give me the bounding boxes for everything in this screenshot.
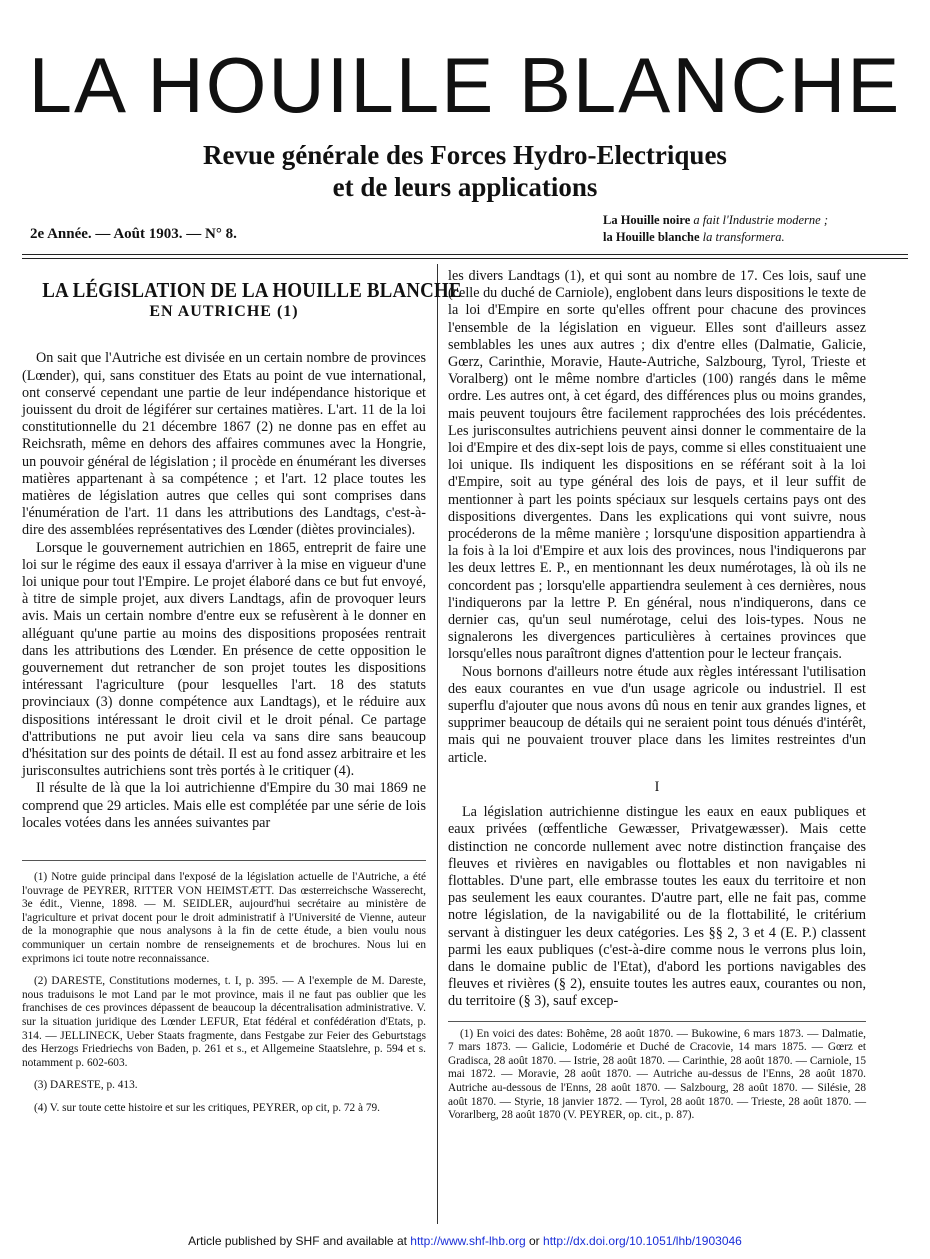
footer-middle: or — [525, 1234, 544, 1248]
section-heading: I — [654, 778, 660, 795]
journal-motto — [603, 212, 828, 246]
motto-line2 — [603, 229, 828, 246]
article-subtitle: EN AUTRICHE (1) — [149, 303, 299, 321]
footer-link-doi[interactable]: http://dx.doi.org/10.1051/lhb/1903046 — [543, 1234, 742, 1248]
section-paragraph: La législation autrichienne distingue les eaux en eaux publiques et eaux privées (œffentliche Gewæsser, Privatgewæsser). Mais cette distinction ne concorde nullement avec notre distinction française des fleuves et rivières en navigables ou flottables et non navigables ni flottables. D'une part, elle embrasse toutes les eaux du territoire et non pas seulement les eaux courantes. D'autre part, elle ne fait pas, comme notre législation, de la navigabilité ou de la flottabilité, le critérium servant à distinguer les deux catégories. Les §§ 2, 3 et 4 (E. P.) classent parmi les eaux publiques (c'est-à-dire comme nous le verrons plus loin, dans le domaine public de l'Etat), d'abord les portions navigables des fleuves et rivières (§ 2), ensuite toutes les autres eaux, courantes ou non, du territoire (§ 3), sauf excep- — [448, 804, 866, 1010]
footnote-left: (1) Notre guide principal dans l'exposé de la législation actuelle de l'Autriche, a été l'ouvrage de PEYRER, RITTER VON HEIMSTÆTT. Das œsterreichsche Wasserecht, 3e édit., Vienne, 1898. — M. SEIDLER, aujourd'hui secrétaire au ministère de l'agriculture et privat docent pour le droit administratif à l'Université de Vienne, auteur de la monographie que nous analysons à la fin de cette étude, a bien voulu nous communiquer un certain nombre de renseignements et de brochures. Nous lui en exprimons ici toute notre reconnaissance. — [22, 871, 426, 965]
motto-line1 — [603, 212, 828, 229]
left-paragraph: Il résulte de là que la loi autrichienne d'Empire du 30 mai 1869 ne comprend que 29 articles. Mais elle est complétée par une série de lois locales votées dans les années suivantes par — [22, 780, 426, 831]
left-column — [22, 268, 462, 1125]
footnote-rule-right — [448, 1021, 866, 1022]
header-rule-bottom — [22, 258, 908, 259]
right-paragraph: les divers Landtags (1), et qui sont au nombre de 17. Ces lois, sauf une (celle du duché de Carniole), englobent dans leurs dispositions le texte de la loi d'Empire en sorte qu'elles offrent pour chacune des provinces l'ensemble de la législation en vigueur. Elles sont d'ailleurs assez semblables les unes aux autres ; dix d'entre elles (Dalmatie, Galicie, Gœrz, Carinthie, Moravie, Haute-Autriche, Salzbourg, Tyrol, Trieste et Voralberg) ont le même nombre d'articles (100) rangés dans le même ordre. Les autres ont, à cet égard, des différences plus ou moins grandes, mais peuvent toujours être facilement rapprochées des lois précédentes. Les jurisconsultes autrichiens peuvent ainsi donner le commentaire de la loi d'Empire et des dix-sept lois de pays, comme si elles constituaient une loi unique. Ils indiquent les dispositions en se référant soit à la loi d'Empire, soit au type général des lois de pays, et il leur suffit de mentionner à part les points spéciaux sur lesquels certains pays ont des dispositions divergentes. Dans les explications qui vont suivre, nous procéderons de la même manière ; lorsqu'une disposition appartiendra à la fois à la loi d'Empire et aux lois des provinces, nous l'indiquerons par les deux lettres E. P., en mentionnant les deux numérotages, là où ils ne concordent pas ; lorsqu'elle appartiendra seulement à ces dernières, nous l'indiquerons par la lettre P. En général, nous n'indiquerons, dans ce dernier cas, qu'un seul numérotage, celui des lois-types. Nous ne signalerons les divergences particulières à certaines provinces que lorsqu'elles nous paraîtront dignes d'attention pour le lecteur français. — [448, 268, 866, 663]
left-paragraph: Lorsque le gouvernement autrichien en 1865, entreprit de faire une loi sur le régime des eaux il essaya d'arriver à la mise en vigueur d'une loi unique pour tout l'Empire. Le projet élaboré dans ce but fut envoyé, à titre de simple projet, aux divers Landtags, afin de provoquer leurs avis. Mais un certain nombre d'entre eux se refusèrent à le donner en alléguant qu'une partie au moins des dispositions proposées rentrait dans les attributions des Lœnder. En présence de cette opposition le gouvernement dut retrancher de son projet toutes les dispositions intéressant l'agriculture (pour lesquelles l'art. 18 des statuts provinciaux (3) donne compétence aux Landtags), et le réduire aux dispositions intéressant le droit civil et le droit pénal. Ce partage d'attributions ne put avoir lieu cela va sans dire sans beaucoup d'hésitation sur des points de détail. Il est au fond assez arbitraire et les jurisconsultes autrichiens sont très portés à le critiquer (4). — [22, 539, 426, 780]
motto-line1-rest: a fait l'Industrie moderne ; — [690, 213, 828, 227]
footnote-right: (1) En voici des dates: Bohême, 28 août 1870. — Bukowine, 6 mars 1873. — Dalmatie, 7 mars 1873. — Galicie, Lodomérie et Duché de Cracovie, 14 mars 1875. — Gœrz et Gradisca, 28 août 1870. — Istrie, 28 août 1870. — Carinthie, 28 août 1870. — Carniole, 15 mai 1872. — Moravie, 28 août 1870. — Autriche au-dessus de l'Enns, 28 août 1870. Autriche au-dessous de l'Enns, 28 août 1870. — Salzbourg, 28 août 1870. — Silésie, 28 août 1870. — Styrie, 18 janvier 1872. — Tyrol, 28 août 1870. — Trieste, 28 août 1870. — Vorarlberg, 28 août 1870 (V. PEYRER, op. cit., p. 87). — [448, 1027, 866, 1122]
footnote-left: (2) DARESTE, Constitutions modernes, t. I, p. 395. — A l'exemple de M. Dareste, nous traduisons le mot Land par le mot province, mais il ne faut pas oublier que les franchises de ces provinces dépassent de beaucoup la décentralisation administrative. V. sur la situation juridique des Lœnder LEFUR, Etat fédéral et confédération d'Etats, p. 314. — JELLINECK, Ueber Staats fragmente, dans Festgabe zur Feier des Geburtstags des Herzogs Friedriechs von Baden, p. 261 et s., et Allgemeine Staatslehre, p. 594 et s. notamment p. 602-603. — [22, 975, 426, 1069]
journal-masthead: LA HOUILLE BLANCHE — [28, 41, 902, 129]
column-separator — [437, 264, 438, 1224]
issue-info: 2e Année. — Août 1903. — N° 8. — [30, 226, 237, 242]
journal-subtitle-line1: Revue générale des Forces Hydro-Electriques — [203, 140, 727, 170]
footnote-left: (3) DARESTE, p. 413. — [34, 1079, 138, 1092]
footer-prefix: Article published by SHF and available at — [188, 1234, 411, 1248]
right-paragraph: Nous bornons d'ailleurs notre étude aux règles intéressant l'utilisation des eaux courantes en vue d'un usage agricole ou industriel. Il est superflu d'ajouter que nous avons dû nous en tenir aux grandes lignes, et supprimer beaucoup de détails qui ne seraient point tous dénués d'intérêt, mais qui ne pouvaient trouver place dans les limites restreintes d'un article. — [448, 663, 866, 766]
left-paragraph: On sait que l'Autriche est divisée en un certain nombre de provinces (Lœnder), qui, sans constituer des Etats au point de vue international, ont conservé cependant une partie de leur indépendance historique et jouissent du droit de légiférer sur certaines matières. L'art. 11 de la loi constitutionnelle du 21 décembre 1867 (2) ne donne pas en effet au Reichsrath, même en dehors des affaires communes avec la Hongrie, un pouvoir général de législation ; il procède en énumérant les diverses matières appartenant à sa compétence ; et l'art. 12 place toutes les matières de législation autres que celles qui sont comprises dans l'énumération de l'art. 11 dans les attributions des Landtags, c'est-à-dire des assemblées représentatives des Lœnder (diètes provinciales). — [22, 350, 426, 539]
motto-line2-rest: la transformera. — [699, 229, 785, 244]
motto-line1-bold: La Houille noire — [602, 213, 691, 227]
right-column — [448, 268, 866, 1132]
article-title: LA LÉGISLATION DE LA HOUILLE BLANCHE — [42, 278, 462, 302]
footer-link-site[interactable]: http://www.shf-lhb.org — [410, 1234, 526, 1248]
footnote-rule-left — [22, 860, 426, 861]
header-rule-top — [22, 254, 908, 255]
footnote-left: (4) V. sur toute cette histoire et sur les critiques, PEYRER, op cit, p. 72 à 79. — [34, 1102, 380, 1114]
journal-subtitle-line2: et de leurs applications — [332, 172, 598, 202]
motto-line2-bold: la Houille blanche — [602, 229, 700, 244]
publisher-footer — [0, 1234, 930, 1248]
